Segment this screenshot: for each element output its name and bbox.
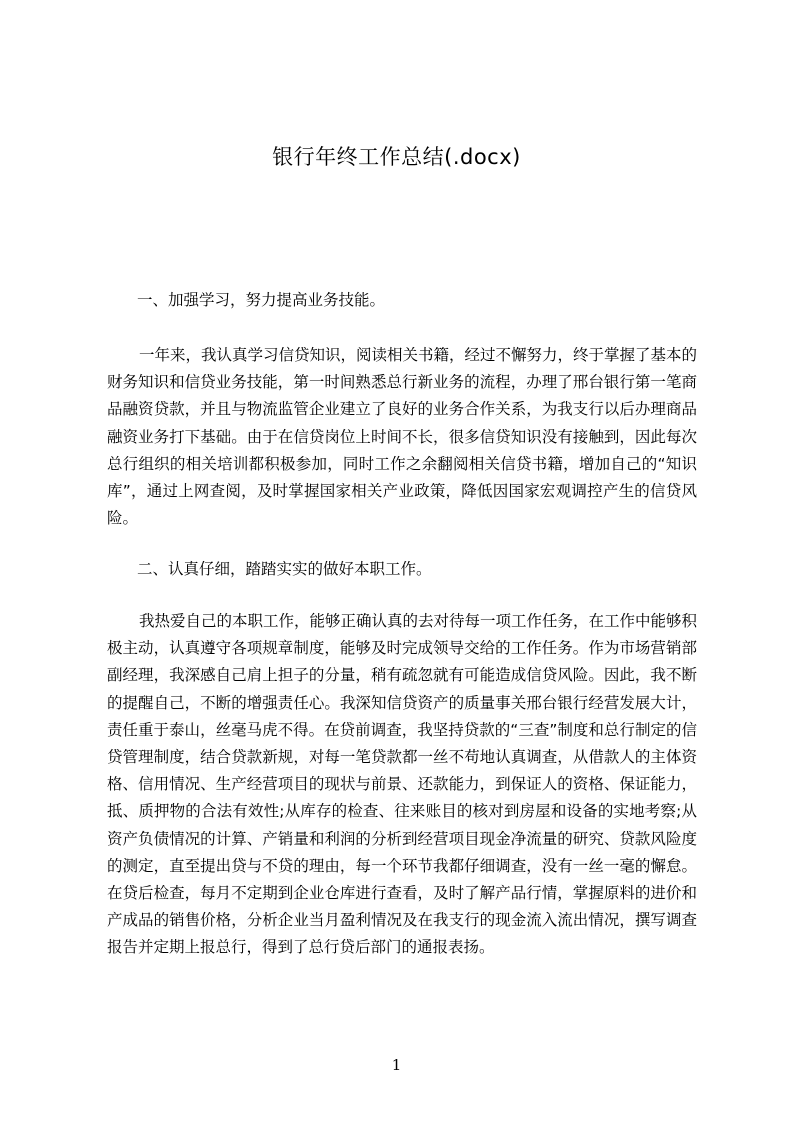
section-heading-2: 二、认真仔细，踏踏实实的做好本职工作。 bbox=[137, 560, 432, 578]
page-number: 1 bbox=[391, 1056, 402, 1074]
section-paragraph-1: 一年来，我认真学习信贷知识，阅读相关书籍，经过不懈努力，终于掌握了基本的财务知识和信贷业务技能，第一时间熟悉总行新业务的流程，办理了邢台银行第一笔商品融资贷款，并且与物流监管企业建立了良好的业务合作关系，为我支行以后办理商品融资业务打下基础。由于在信贷岗位上时间不长，很多信贷知识没有接触到，因此每次总行组织的相关培训都积极参加，同时工作之余翻阅相关信贷书籍，增加自己的“知识库”，通过上网查阅，及时掌握国家相关产业政策，降低因国家宏观调控产生的信贷风险。 bbox=[107, 346, 698, 528]
section-paragraph-2: 我热爱自己的本职工作，能够正确认真的去对待每一项工作任务，在工作中能够积极主动，认真遵守各项规章制度，能够及时完成领导交给的工作任务。作为市场营销部副经理，我深感自己肩上担子的分量，稍有疏忽就有可能造成信贷风险。因此，我不断的提醒自己，不断的增强责任心。我深知信贷资产的质量事关邢台银行经营发展大计，责任重于泰山，丝毫马虎不得。在贷前调查，我坚持贷款的“三查”制度和总行制定的信贷管理制度，结合贷款新规，对每一笔贷款都一丝不苟地认真调查，从借款人的主体资格、信用情况、生产经营项目的现状与前景、还款能力，到保证人的资格、保证能力，抵、质押物的合法有效性;从库存的检查、往来账目的核对到房屋和设备的实地考察;从资产负债情况的计算、产销量和利润的分析到经营项目现金净流量的研究、贷款风险度的测定，直至提出贷与不贷的理由，每一个环节我都仔细调查，没有一丝一毫的懈怠。在贷后检查，每月不定期到企业仓库进行查看，及时了解产品行情，掌握原料的进价和产成品的销售价格，分析企业当月盈利情况及在我支行的现金流入流出情况，撰写调查报告并定期上报总行，得到了总行贷后部门的通报表扬。 bbox=[107, 612, 698, 957]
document-title: 银行年终工作总结(.docx) bbox=[272, 145, 521, 169]
section-heading-1: 一、加强学习，努力提高业务技能。 bbox=[137, 291, 386, 309]
